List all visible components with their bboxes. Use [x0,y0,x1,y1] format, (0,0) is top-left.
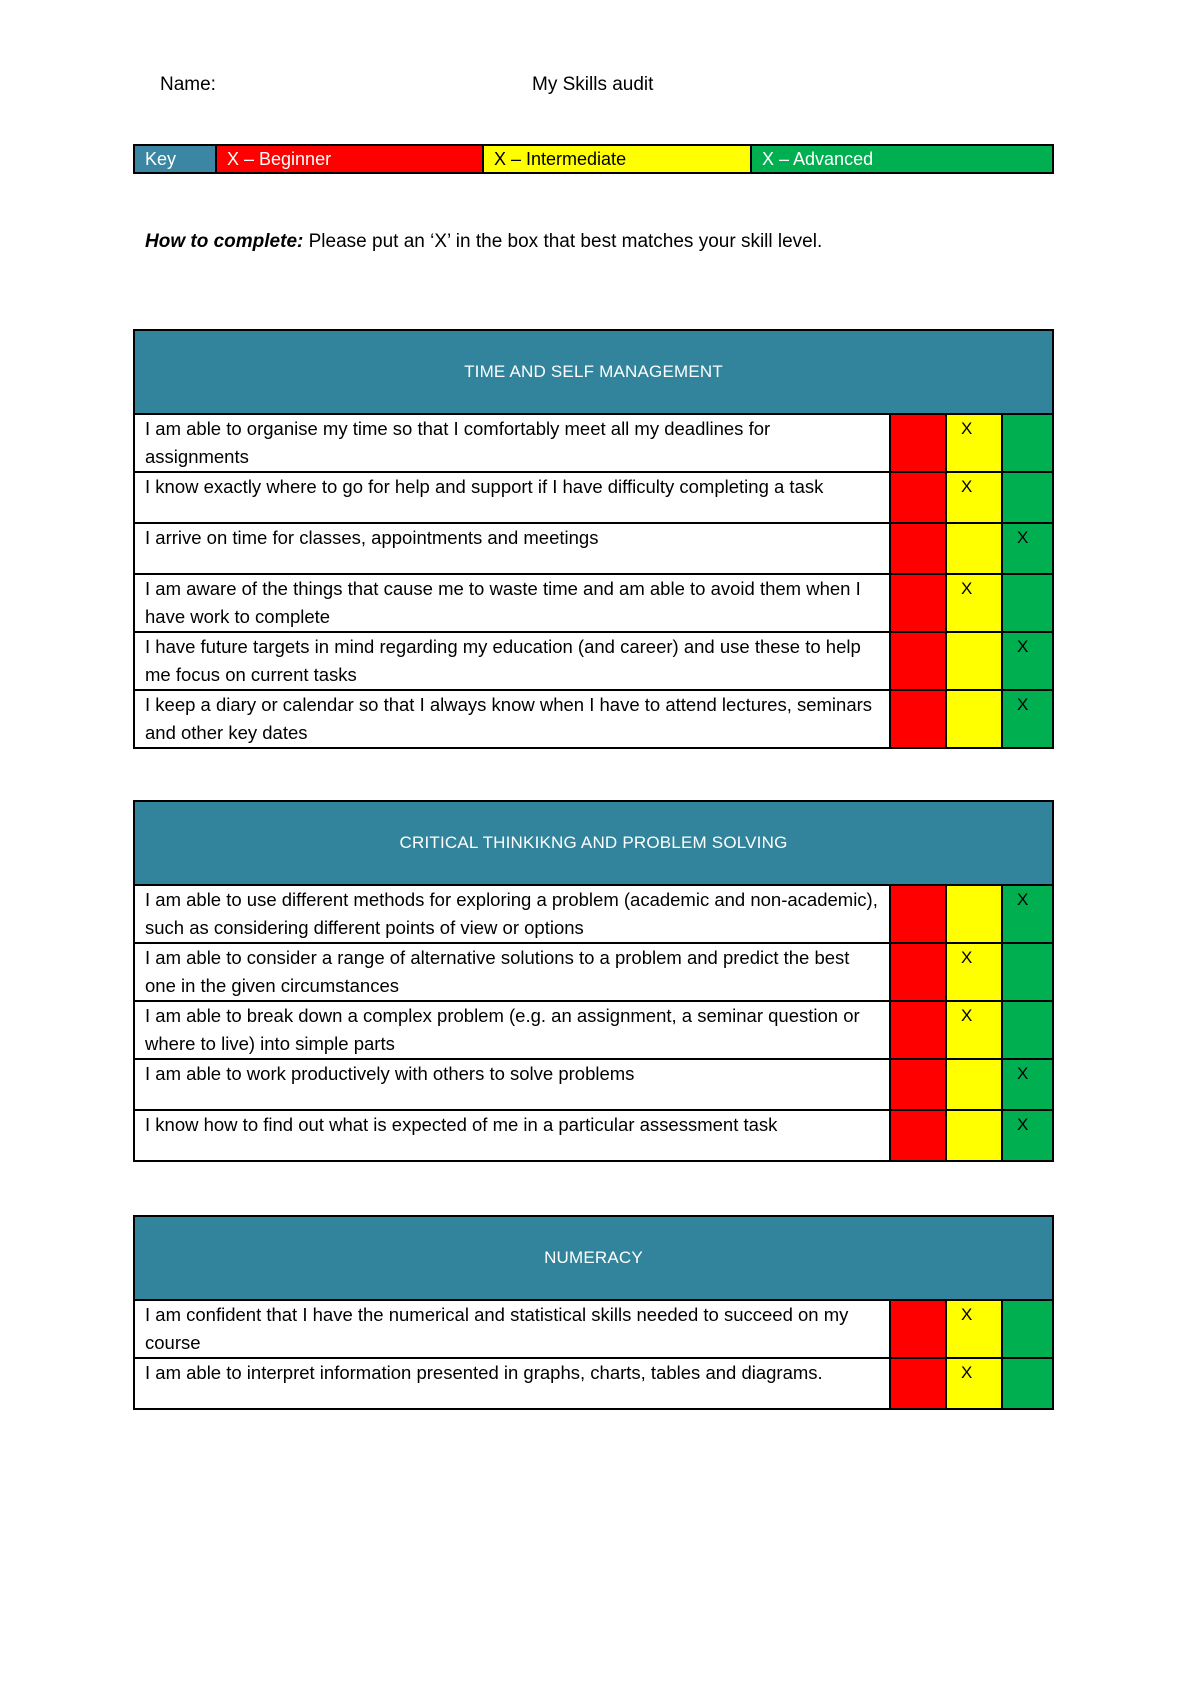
skill-statement: I am able to organise my time so that I comfortably meet all my deadlines for assignments [134,414,890,472]
name-label: Name: [160,74,216,95]
beginner-box[interactable] [890,414,946,472]
beginner-box[interactable] [890,472,946,523]
skill-row [134,1300,1053,1358]
beginner-box[interactable] [890,523,946,574]
advanced-box[interactable]: X [1002,632,1053,690]
intermediate-box[interactable]: X [946,472,1002,523]
instructions-lead: How to complete: [145,231,304,252]
advanced-box[interactable] [1002,1001,1053,1059]
skill-row [134,885,1053,943]
beginner-box[interactable] [890,1001,946,1059]
key-beginner: X – Beginner [216,145,483,173]
skill-statement: I arrive on time for classes, appointments and meetings [134,523,890,574]
skill-row [134,1358,1053,1409]
beginner-box[interactable] [890,690,946,748]
key-label: Key [134,145,216,173]
key-advanced: X – Advanced [751,145,1053,173]
skill-row [134,1001,1053,1059]
skill-statement: I am confident that I have the numerical and statistical skills needed to succeed on my course [134,1300,890,1358]
advanced-box[interactable] [1002,1358,1053,1409]
key-intermediate: X – Intermediate [483,145,751,173]
section-title: CRITICAL THINKIKNG AND PROBLEM SOLVING [134,801,1053,885]
advanced-box[interactable]: X [1002,1059,1053,1110]
skill-row [134,414,1053,472]
skill-statement: I am able to use different methods for exploring a problem (academic and non-academic), such as considering different points of view or options [134,885,890,943]
advanced-box[interactable] [1002,943,1053,1001]
instructions-text: Please put an ‘X’ in the box that best matches your skill level. [308,231,823,252]
document-title: My Skills audit [532,74,654,95]
advanced-box[interactable]: X [1002,885,1053,943]
advanced-box[interactable]: X [1002,1110,1053,1161]
intermediate-box[interactable] [946,523,1002,574]
section-title: NUMERACY [134,1216,1053,1300]
beginner-box[interactable] [890,1110,946,1161]
skill-statement: I am able to interpret information presented in graphs, charts, tables and diagrams. [134,1358,890,1409]
skill-statement: I am able to break down a complex problem (e.g. an assignment, a seminar question or where to live) into simple parts [134,1001,890,1059]
skill-row [134,1110,1053,1161]
skill-statement: I have future targets in mind regarding my education (and career) and use these to help me focus on current tasks [134,632,890,690]
key-legend [133,144,1054,174]
advanced-box[interactable] [1002,472,1053,523]
intermediate-box[interactable]: X [946,1001,1002,1059]
intermediate-box[interactable]: X [946,1300,1002,1358]
intermediate-box[interactable] [946,690,1002,748]
skills-section-table [133,800,1054,1162]
skill-row [134,523,1053,574]
skill-row [134,690,1053,748]
intermediate-box[interactable] [946,1059,1002,1110]
skill-statement: I know exactly where to go for help and support if I have difficulty completing a task [134,472,890,523]
intermediate-box[interactable] [946,885,1002,943]
advanced-box[interactable] [1002,414,1053,472]
skill-statement: I know how to find out what is expected of me in a particular assessment task [134,1110,890,1161]
advanced-box[interactable]: X [1002,523,1053,574]
skill-statement: I am able to work productively with others to solve problems [134,1059,890,1110]
skill-row [134,1059,1053,1110]
instructions [145,231,822,253]
skill-row [134,632,1053,690]
beginner-box[interactable] [890,1358,946,1409]
skill-row [134,472,1053,523]
beginner-box[interactable] [890,885,946,943]
advanced-box[interactable] [1002,574,1053,632]
section-title: TIME AND SELF MANAGEMENT [134,330,1053,414]
skills-section-table [133,329,1054,749]
beginner-box[interactable] [890,943,946,1001]
intermediate-box[interactable] [946,632,1002,690]
beginner-box[interactable] [890,1300,946,1358]
advanced-box[interactable]: X [1002,690,1053,748]
skill-row [134,943,1053,1001]
skill-row [134,574,1053,632]
intermediate-box[interactable] [946,1110,1002,1161]
beginner-box[interactable] [890,1059,946,1110]
skill-statement: I am able to consider a range of alternative solutions to a problem and predict the best one in the given circumstances [134,943,890,1001]
beginner-box[interactable] [890,632,946,690]
skill-statement: I keep a diary or calendar so that I always know when I have to attend lectures, seminars and other key dates [134,690,890,748]
advanced-box[interactable] [1002,1300,1053,1358]
skill-statement: I am aware of the things that cause me to waste time and am able to avoid them when I have work to complete [134,574,890,632]
intermediate-box[interactable]: X [946,943,1002,1001]
beginner-box[interactable] [890,574,946,632]
intermediate-box[interactable]: X [946,414,1002,472]
intermediate-box[interactable]: X [946,1358,1002,1409]
intermediate-box[interactable]: X [946,574,1002,632]
skills-section-table [133,1215,1054,1410]
